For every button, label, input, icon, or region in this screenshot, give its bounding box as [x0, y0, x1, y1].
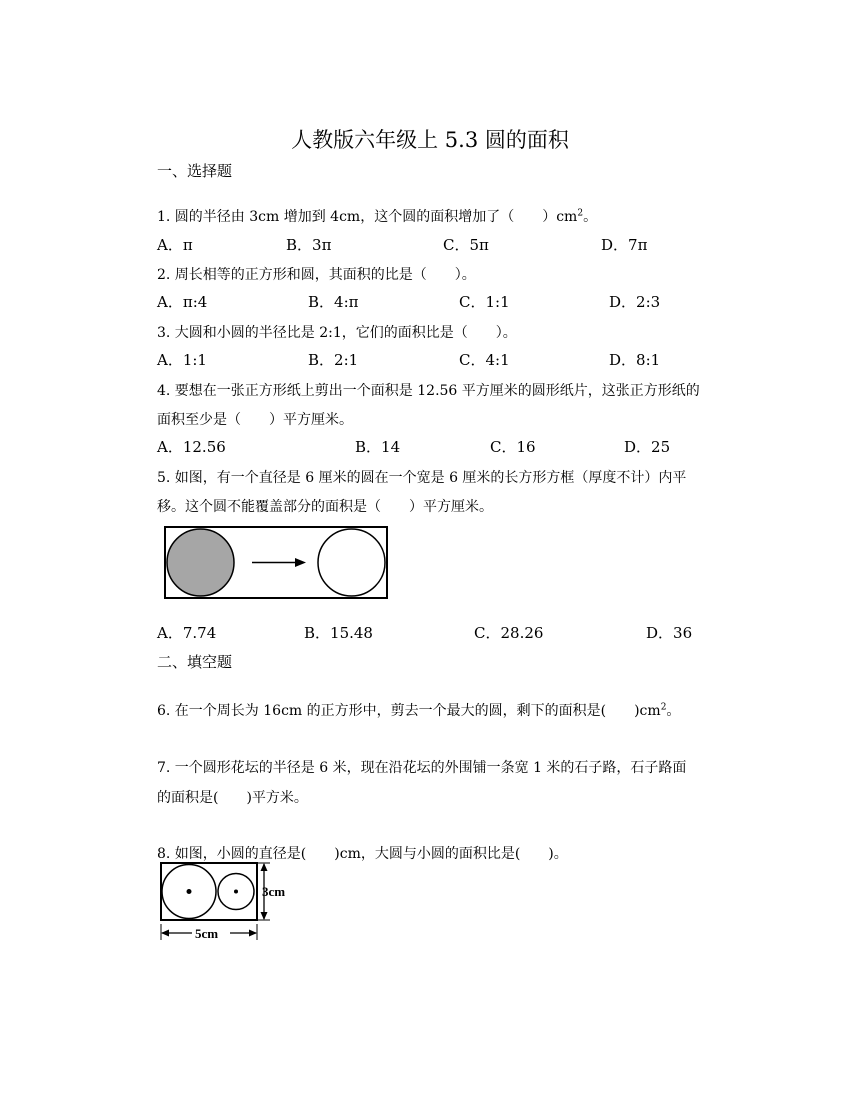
question-7-line-1: 7. 一个圆形花坛的半径是 6 米，现在沿花坛的外围铺一条宽 1 米的石子路，石子路面 [157, 760, 687, 776]
large-circle-center [187, 889, 192, 894]
q1-option-a[interactable]: A．π [157, 236, 193, 254]
question-8: 8. 如图，小圆的直径是( )cm，大圆与小圆的面积比是( )。 [157, 846, 568, 862]
question-1-text: 1. 圆的半径由 3cm 增加到 4cm，这个圆的面积增加了（ ）cm [157, 209, 578, 225]
q1-option-c[interactable]: C．5π [443, 236, 489, 254]
section-heading-fill: 二、填空题 [157, 653, 233, 671]
q3-option-b[interactable]: B．2:1 [308, 351, 359, 369]
q4-option-a[interactable]: A．12.56 [157, 438, 226, 456]
q5-option-a[interactable]: A．7.74 [157, 624, 217, 642]
q8-rectangle [161, 863, 257, 920]
q5-option-c[interactable]: C．28.26 [474, 624, 544, 642]
small-circle-center [234, 890, 238, 894]
q2-option-a[interactable]: A．π:4 [157, 293, 208, 311]
question-7-line-2: 的面积是( )平方米。 [157, 790, 308, 806]
q1-option-d[interactable]: D．7π [601, 236, 648, 254]
width-label: 5cm [195, 926, 219, 941]
arrow-down-icon [261, 912, 268, 920]
q3-option-d[interactable]: D．8:1 [609, 351, 661, 369]
q5-option-d[interactable]: D．36 [646, 624, 693, 642]
arrow-up-icon [261, 863, 268, 871]
section-heading-choice: 一、选择题 [157, 162, 233, 180]
arrow-left-icon [161, 930, 169, 937]
q5-option-b[interactable]: B．15.48 [304, 624, 373, 642]
page-title: 人教版六年级上 5.3 圆的面积 [291, 128, 569, 152]
question-5-line-1: 5. 如图，有一个直径是 6 厘米的圆在一个宽是 6 厘米的长方形方框（厚度不计）内平 [157, 470, 687, 486]
question-6 [157, 700, 680, 720]
q2-option-c[interactable]: C．1:1 [459, 293, 510, 311]
arrow-right-icon [295, 558, 306, 567]
q3-option-c[interactable]: C．4:1 [459, 351, 510, 369]
question-4-line-2: 面积至少是（ ）平方厘米。 [157, 412, 353, 428]
arrow-right-icon [249, 930, 257, 937]
q2-option-b[interactable]: B．4:π [308, 293, 359, 311]
shaded-circle [167, 529, 234, 596]
question-1-sup: 2 [577, 208, 584, 219]
q4-option-b[interactable]: B．14 [355, 438, 401, 456]
question-6-tail: 。 [666, 703, 681, 719]
height-label: 3cm [262, 884, 286, 899]
question-6-text: 6. 在一个周长为 16cm 的正方形中，剪去一个最大的圆，剩下的面积是( )cm [157, 703, 661, 719]
question-1-tail: 。 [583, 209, 598, 225]
q1-option-b[interactable]: B．3π [286, 236, 332, 254]
question-6-sup: 2 [660, 702, 667, 713]
empty-circle [318, 529, 385, 596]
q2-option-d[interactable]: D．2:3 [609, 293, 661, 311]
q4-option-d[interactable]: D．25 [624, 438, 671, 456]
question-5-line-2: 移。这个圆不能覆盖部分的面积是（ ）平方厘米。 [157, 499, 493, 515]
question-4-line-1: 4. 要想在一张正方形纸上剪出一个面积是 12.56 平方厘米的圆形纸片，这张正方形纸的 [157, 383, 700, 399]
question-3: 3. 大圆和小圆的半径比是 2:1，它们的面积比是（ ）。 [157, 325, 517, 341]
q4-option-c[interactable]: C．16 [490, 438, 536, 456]
question-1 [157, 206, 597, 226]
q8-figure [158, 860, 298, 942]
q3-option-a[interactable]: A．1:1 [157, 351, 207, 369]
question-2: 2. 周长相等的正方形和圆，其面积的比是（ ）。 [157, 267, 476, 283]
q5-figure [163, 525, 391, 602]
